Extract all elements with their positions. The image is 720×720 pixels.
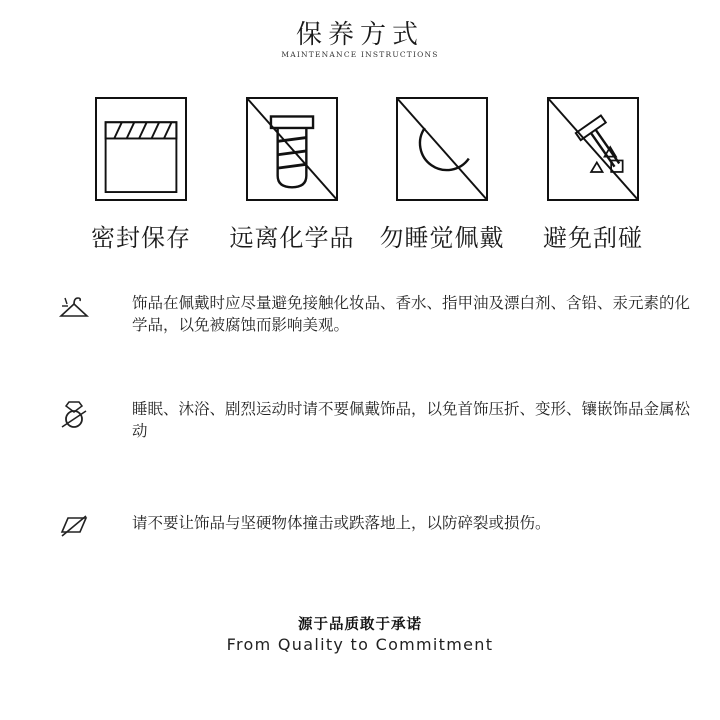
icon-label-sleep: 勿睡觉佩戴 bbox=[379, 224, 505, 252]
note-chemicals: 饰品在佩戴时应尽量避免接触化妆品、香水、指甲油及漂白剂、含铅、汞元素的化学品，以免被腐蚀而影响美观。 bbox=[132, 294, 691, 334]
ring-icon bbox=[58, 398, 90, 430]
hanger-icon bbox=[58, 292, 90, 324]
no-sleep-moon-icon bbox=[396, 97, 488, 201]
storage-box-icon bbox=[95, 97, 187, 201]
icon-label-impact: 避免刮碰 bbox=[543, 224, 643, 252]
note-sleep-bath: 睡眠、沐浴、剧烈运动时请不要佩戴饰品，以免首饰压折、变形、镶嵌饰品金属松动 bbox=[132, 400, 691, 440]
icon-label-storage: 密封保存 bbox=[91, 224, 191, 252]
no-chemical-bottle-icon bbox=[246, 97, 338, 201]
note-impact: 请不要让饰品与坚硬物体撞击或跌落地上，以防碎裂或损伤。 bbox=[132, 514, 551, 532]
page-subtitle: MAINTENANCE INSTRUCTIONS bbox=[281, 50, 439, 59]
slogan-english: From Quality to Commitment bbox=[226, 635, 494, 654]
no-hammer-impact-icon bbox=[547, 97, 639, 201]
page-title: 保养方式 bbox=[295, 20, 424, 50]
no-impact-icon bbox=[58, 510, 90, 542]
icon-label-chemical: 远离化学品 bbox=[229, 224, 355, 252]
slogan-chinese: 源于品质敢于承诺 bbox=[298, 617, 422, 633]
